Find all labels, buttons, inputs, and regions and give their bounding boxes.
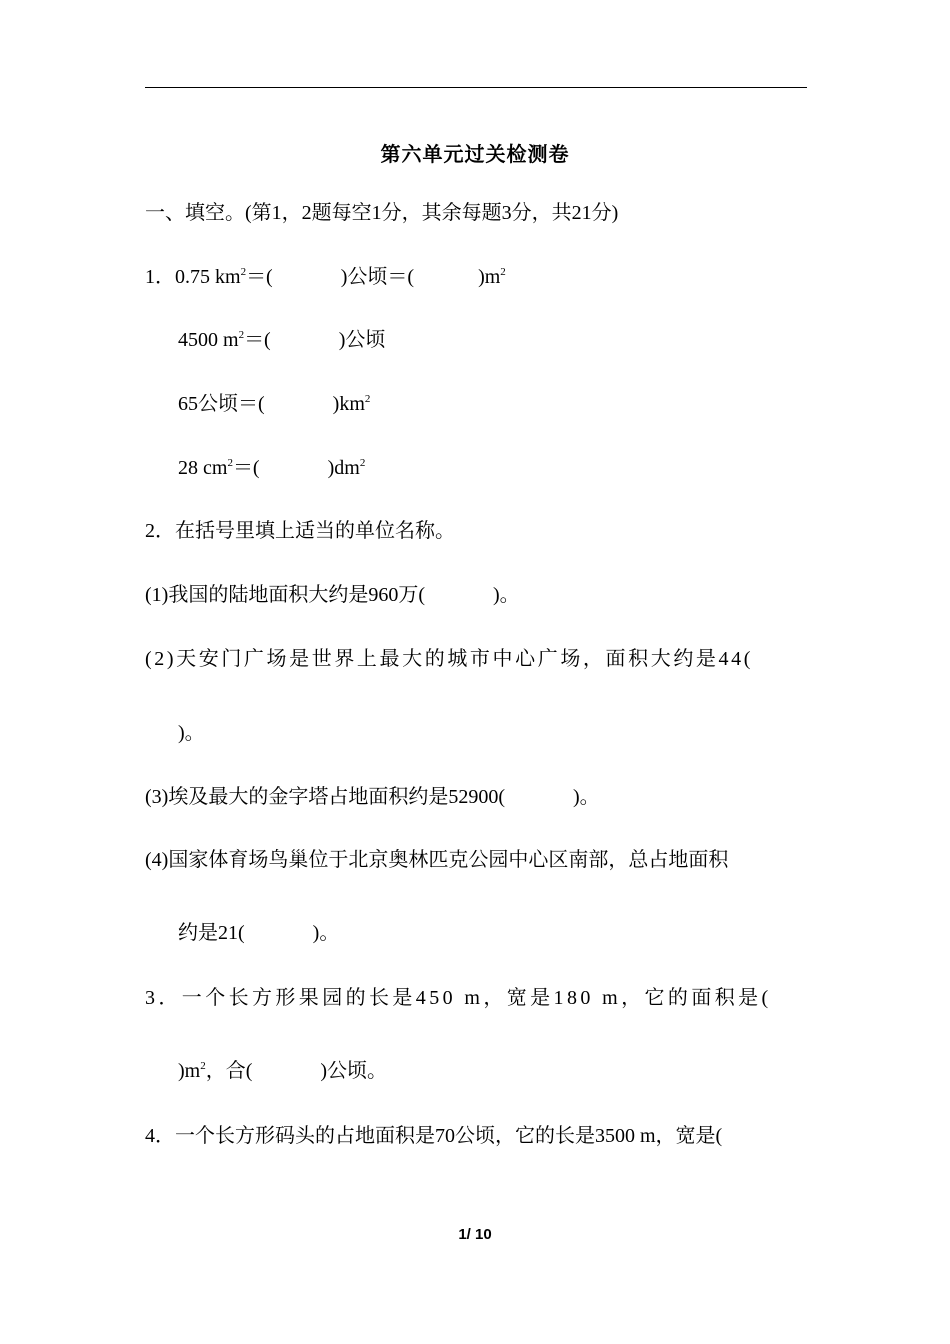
question-2-stem: 2．在括号里填上适当的单位名称。 — [145, 520, 455, 542]
question-2-item-2-cont: )。 — [178, 722, 205, 744]
section-heading: 一、填空。(第1，2题每空1分，其余每题3分，共21分) — [145, 202, 619, 224]
page-title: 第六单元过关检测卷 — [380, 144, 570, 166]
header-rule — [145, 87, 807, 88]
question-1-line-a: 1．0.75 $km^2=$( )公顷＝( )$m^2$ — [145, 266, 506, 288]
question-1-line-d: 28 $cm^2=$( )$dm^2$ — [178, 457, 366, 479]
page-number: 1/ 10 — [458, 1226, 492, 1243]
question-2-item-4-cont: 约是21( )。 — [178, 922, 340, 944]
question-2-item-2: (2)天安门广场是世界上最大的城市中心广场，面积大约是44( — [145, 648, 753, 670]
question-4: 4．一个长方形码头的占地面积是70公顷，它的长是3500 m，宽是( — [145, 1125, 723, 1147]
question-3-cont: )$m^2$，合( )公顷。 — [178, 1060, 388, 1082]
question-3: 3．一个长方形果园的长是450 m，宽是180 m，它的面积是( — [145, 987, 772, 1009]
question-1-line-b: 4500 $m^2=$( )公顷 — [178, 329, 386, 351]
question-1-line-c: 65公顷＝( )$km^2$ — [178, 393, 371, 415]
question-2-item-1: (1)我国的陆地面积大约是960万( )。 — [145, 584, 520, 606]
question-2-item-4: (4)国家体育场鸟巢位于北京奥林匹克公园中心区南部，总占地面积 — [145, 849, 729, 871]
question-2-item-3: (3)埃及最大的金字塔占地面积约是52900( )。 — [145, 786, 600, 808]
